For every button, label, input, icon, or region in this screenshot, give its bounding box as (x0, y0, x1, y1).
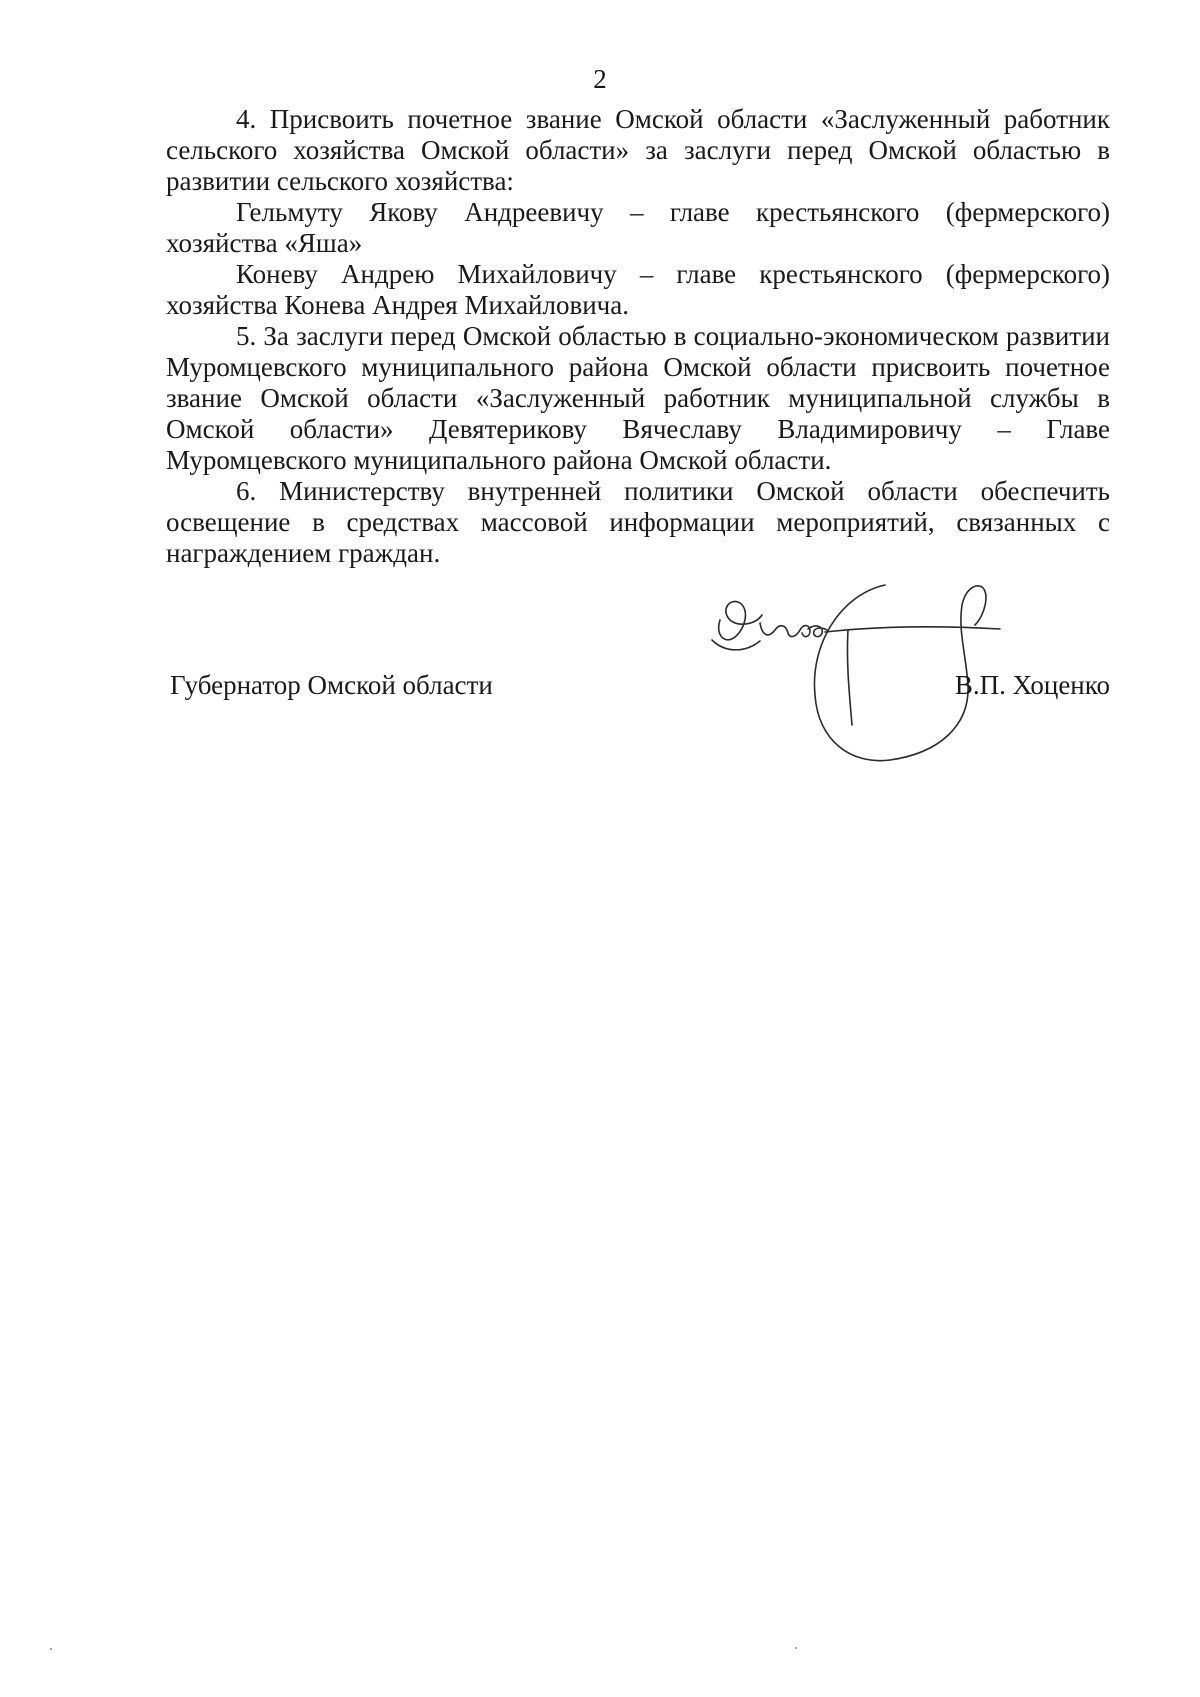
document-body (166, 104, 1110, 569)
paragraph-item-6: 6. Министерству внутренней политики Омской области обеспечить освещение в средствах массовой информации мероприятий, связанных с награждением граждан. (166, 476, 1110, 568)
page-number: 2 (593, 64, 607, 94)
scan-artifact (50, 1648, 52, 1650)
signatory-name: В.П. Хоценко (954, 670, 1110, 700)
paragraph-item-4: 4. Присвоить почетное звание Омской области «Заслуженный работник сельского хозяйства Омской области» за заслуги перед Омской областью в развитии сельского хозяйства: (166, 104, 1110, 196)
paragraph-item-5: 5. За заслуги перед Омской областью в социально-экономическом развитии Муромцевского муниципального района Омской области присвоить почетное звание Омской области «Заслуженный работник муниципальной службы в Омской области» Девятерикову Вячеславу Владимировичу – Главе Муромцевского муниципального района Омской области. (166, 321, 1110, 475)
scan-artifact (795, 1647, 797, 1649)
paragraph-awardee-2: Коневу Андрею Михайловичу – главе крестьянского (фермерского) хозяйства Конева Андрея Михайловича. (166, 259, 1110, 320)
signature-block (166, 670, 1110, 710)
paragraph-awardee-1: Гельмуту Якову Андреевичу – главе крестьянского (фермерского) хозяйства «Яша» (166, 197, 1110, 258)
signatory-title: Губернатор Омской области (170, 670, 493, 700)
